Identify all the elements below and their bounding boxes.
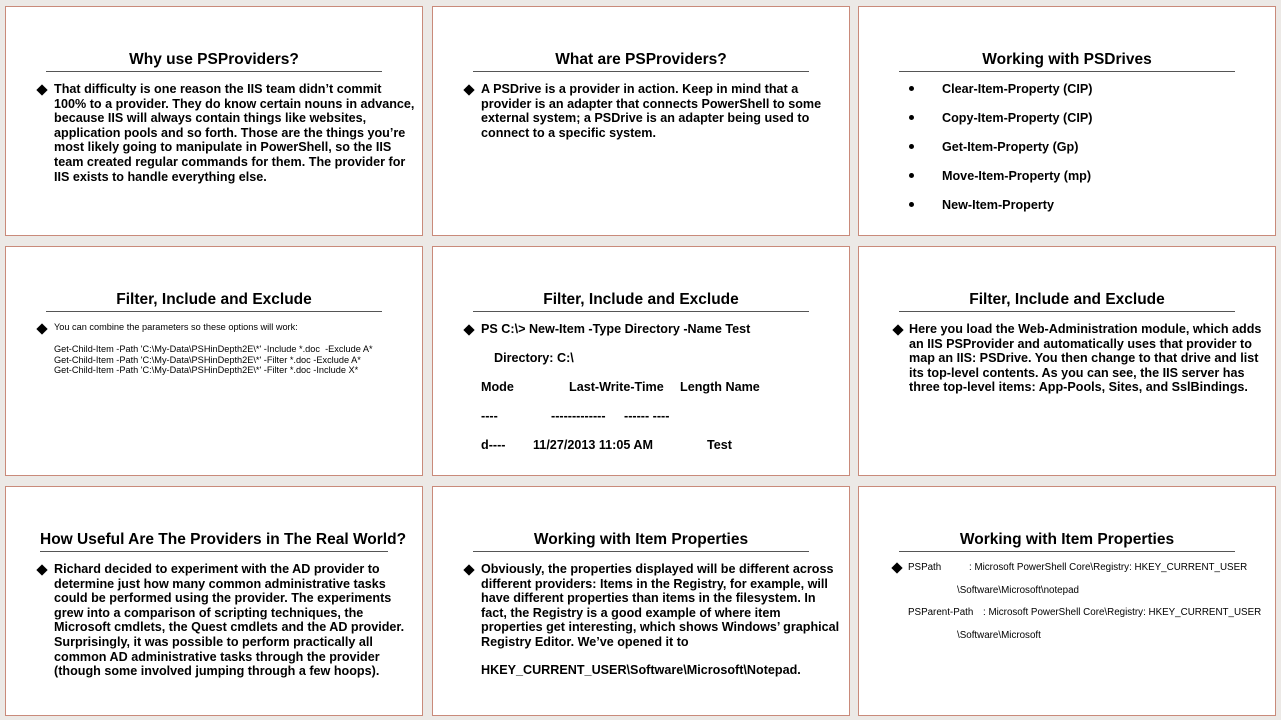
slide-title: What are PSProviders? [473,51,809,72]
slide-title: Filter, Include and Exclude [46,291,382,312]
slide-paragraph: Here you load the Web-Administration module, which adds an IIS PSProvider and automatically uses that provider to map an IIS: PSDrive. You then change to that drive and list its top-level contents. As you can see, the IIS server has three top-level items: App-Pools, Sites, and SslBindings. [909,322,1262,395]
slide-paragraph: That difficulty is one reason the IIS team didn’t commit 100% to a provider. They do know certain nouns in advance, because IIS will always contain things like websites, application pools and so forth. Those are the things you’re most likely going to manipulate in PowerShell, so the IIS team created regular commands for them. The provider for IIS exists to handle everything else. [54,82,415,184]
list-item: Clear-Item-Property (CIP) [909,81,1092,110]
dash-length-name: ------ ---- [624,409,670,423]
list-item: New-Item-Property [909,197,1092,226]
slide-filter-include-exclude-1[interactable] [5,246,423,476]
slide-title: Working with PSDrives [899,51,1235,72]
slide-title: Working with Item Properties [899,531,1235,552]
slide-filter-include-exclude-3[interactable] [858,246,1276,476]
row-mode: d---- [481,438,506,452]
bullet-dot-icon [909,86,914,91]
slide-paragraph: Richard decided to experiment with the AD provider to determine just how many common administrative tasks could be performed using the provider. The experiments grew into a comparison of scripting techniques, the Microsoft cmdlets, the Quest cmdlets and the AD provider. Surprisingly, it was possible to perform practically all common AD administrative tasks through the provider (though some involved jumping through a few hoops). [54,562,405,679]
bullet-dot-icon [909,202,914,207]
bullet-diamond-icon [36,564,47,575]
slide-filter-include-exclude-2[interactable] [432,246,850,476]
bullet-diamond-icon [463,324,474,335]
row-name: Test [707,438,732,452]
bullet-diamond-icon [36,323,47,334]
slide-title: Filter, Include and Exclude [899,291,1235,312]
column-length-name: Length Name [680,380,760,394]
bullet-diamond-icon [463,564,474,575]
slide-what-are-psproviders[interactable] [432,6,850,236]
list-item: Get-Item-Property (Gp) [909,139,1092,168]
pspath-value: : Microsoft PowerShell Core\Registry: HKEY_CURRENT_USER [969,562,1248,573]
row-time: 11/27/2013 11:05 AM [533,438,653,452]
pspath-continuation: \Software\Microsoft\notepad [957,585,1079,596]
list-item: Copy-Item-Property (CIP) [909,110,1092,139]
command-line: Get-Child-Item -Path 'C:\My-Data\PSHinDepth2E\*' -Include *.doc -Exclude A* [54,344,373,354]
registry-path: HKEY_CURRENT_USER\Software\Microsoft\Notepad. [481,663,801,677]
column-last-write-time: Last-Write-Time [569,380,664,394]
slide-working-with-psdrives[interactable] [858,6,1276,236]
console-directory: Directory: C:\ [494,351,574,365]
bullet-list [909,81,1092,226]
pspath-label: PSPath [908,562,942,573]
slide-paragraph: A PSDrive is a provider in action. Keep in mind that a provider is an adapter that connects PowerShell to some external system; a PSDrive is an adapter being used to connect to a specific system. [481,82,822,140]
slide-intro: You can combine the parameters so these options will work: [54,322,298,332]
bullet-dot-icon [909,173,914,178]
psparent-path-value: : Microsoft PowerShell Core\Registry: HKEY_CURRENT_USER [983,607,1262,618]
command-list [54,344,373,376]
bullet-diamond-icon [463,84,474,95]
slide-title: Working with Item Properties [473,531,809,552]
command-line: Get-Child-Item -Path 'C:\My-Data\PSHinDepth2E\*' -Filter *.doc -Exclude A* [54,354,361,365]
slide-paragraph: Obviously, the properties displayed will be different across different providers: Items in the Registry, for example, will have different properties than items in the filesystem. In fact, the Registry is a good example of where item properties get interesting, which shows Windows’ graphical Registry Editor. We’ve opened it to [481,562,840,649]
slide-title: Filter, Include and Exclude [473,291,809,312]
command-line: Get-Child-Item -Path 'C:\My-Data\PSHinDepth2E\*' -Filter *.doc -Include X* [54,365,359,375]
psparent-path-label: PSParent-Path [908,607,974,618]
dash-last-write-time: ------------- [551,409,606,423]
bullet-dot-icon [909,144,914,149]
bullet-diamond-icon [892,324,903,335]
bullet-dot-icon [909,115,914,120]
slide-how-useful-providers[interactable] [5,486,423,716]
slide-why-use-psproviders[interactable] [5,6,423,236]
console-prompt: PS C:\> New-Item -Type Directory -Name Test [481,322,751,336]
slide-working-with-item-properties-2[interactable] [858,486,1276,716]
bullet-diamond-icon [36,84,47,95]
column-mode: Mode [481,380,514,394]
slide-title: Why use PSProviders? [46,51,382,72]
list-item: Move-Item-Property (mp) [909,168,1092,197]
bullet-diamond-icon [891,562,902,573]
slide-working-with-item-properties-1[interactable] [432,486,850,716]
slide-title: How Useful Are The Providers in The Real World? [40,531,388,552]
dash-mode: ---- [481,409,498,423]
psparent-path-continuation: \Software\Microsoft [957,630,1041,641]
